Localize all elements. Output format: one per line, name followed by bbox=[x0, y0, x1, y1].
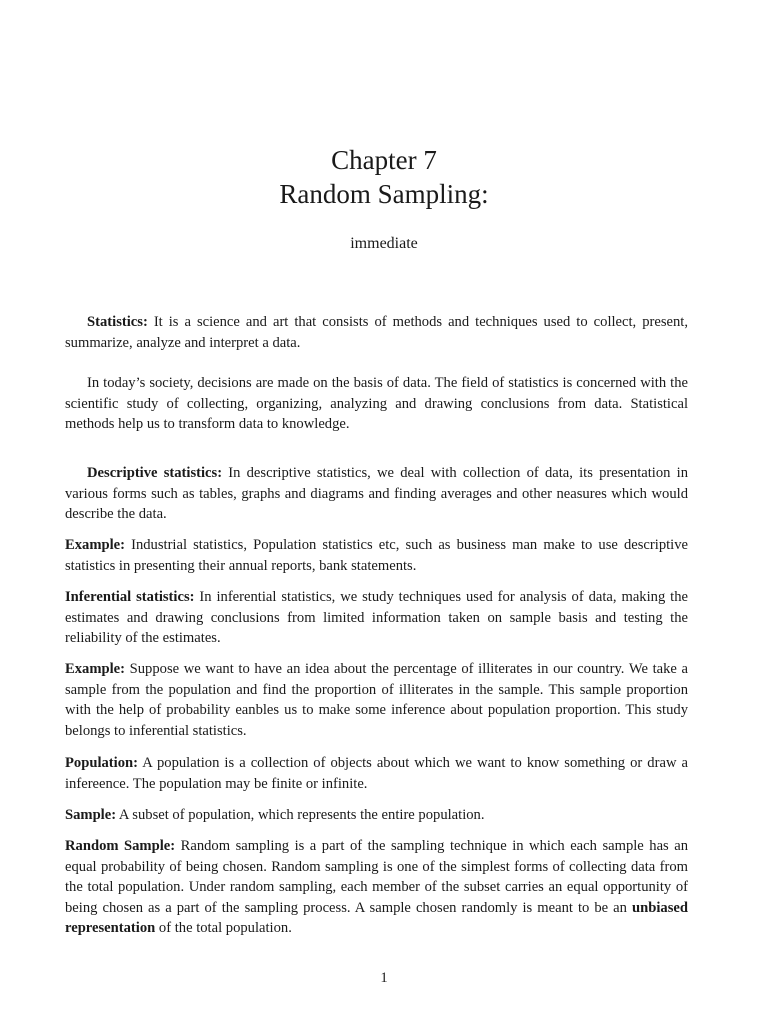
society-text: In today’s society, decisions are made on the basis of data. The field of statistics is concerned with the scientific study of collecting, organizing, analyzing and drawing conclusions from data. Statistical methods help us to transform data to knowledge. bbox=[65, 375, 688, 432]
chapter-subtitle: immediate bbox=[350, 235, 418, 252]
random-sample-definition: Random sampling is a part of the sampling technique in which each sample has an equal probability of being chosen. Random sampling is one of the simplest forms of collecting data from the total population. Under random sampling, each member of the subset carries an equal opportunity of being chosen as a part of the sampling process. A sample chosen randomly is meant to be an bbox=[65, 838, 689, 916]
random-sample-ending: of the total population. bbox=[155, 920, 292, 936]
descriptive-definition: In descriptive statistics, we deal with collection of data, its presentation in various forms such as tables, graphs and diagrams and finding averages and other neasures which would describe the data. bbox=[65, 465, 688, 522]
sample-term: Sample: bbox=[65, 807, 117, 823]
example2-paragraph bbox=[65, 659, 688, 741]
example1-paragraph bbox=[65, 535, 688, 576]
statistics-term: Statistics: bbox=[87, 314, 148, 330]
chapter-heading bbox=[0, 143, 768, 211]
inferential-definition: In inferential statistics, we study techniques used for analysis of data, making the estimates and drawing conclusions from limited information taken on sample basis and testing the reliability of the estimates. bbox=[65, 589, 688, 646]
inferential-paragraph bbox=[65, 587, 688, 649]
statistics-paragraph bbox=[65, 312, 688, 353]
descriptive-term: Descriptive statistics: bbox=[87, 465, 223, 481]
random-sample-emphasis: unbiased representation bbox=[65, 899, 688, 936]
random-sample-term: Random Sample: bbox=[65, 838, 176, 854]
society-paragraph bbox=[65, 373, 688, 435]
inferential-term: Inferential statistics: bbox=[65, 589, 195, 605]
descriptive-paragraph bbox=[65, 463, 688, 525]
statistics-definition: It is a science and art that consists of methods and techniques used to collect, present, summarize, analyze and interpret a data. bbox=[65, 314, 688, 351]
chapter-title: Random Sampling: bbox=[279, 179, 489, 209]
page-number: 1 bbox=[380, 970, 388, 986]
example1-text: Industrial statistics, Population statistics etc, such as business man make to use descriptive statistics in presenting their annual reports, bank statements. bbox=[65, 537, 688, 574]
random-sample-paragraph bbox=[65, 836, 688, 939]
population-definition: A population is a collection of objects about which we want to know something or draw a infereence. The population may be finite or infinite. bbox=[65, 755, 688, 792]
population-term: Population: bbox=[65, 755, 138, 771]
example2-text: Suppose we want to have an idea about the percentage of illiterates in our country. We take a sample from the population and find the proportion of illiterates in the sample. This sample proportion with the help of probability eanbles us to make some inference about population proportion. This study belongs to inferential statistics. bbox=[65, 661, 688, 739]
population-paragraph bbox=[65, 753, 688, 794]
example1-term: Example: bbox=[65, 537, 125, 553]
sample-paragraph bbox=[65, 805, 688, 826]
example2-term: Example: bbox=[65, 661, 125, 677]
sample-definition: A subset of population, which represents the entire population. bbox=[116, 807, 485, 823]
chapter-number: Chapter 7 bbox=[331, 145, 437, 175]
